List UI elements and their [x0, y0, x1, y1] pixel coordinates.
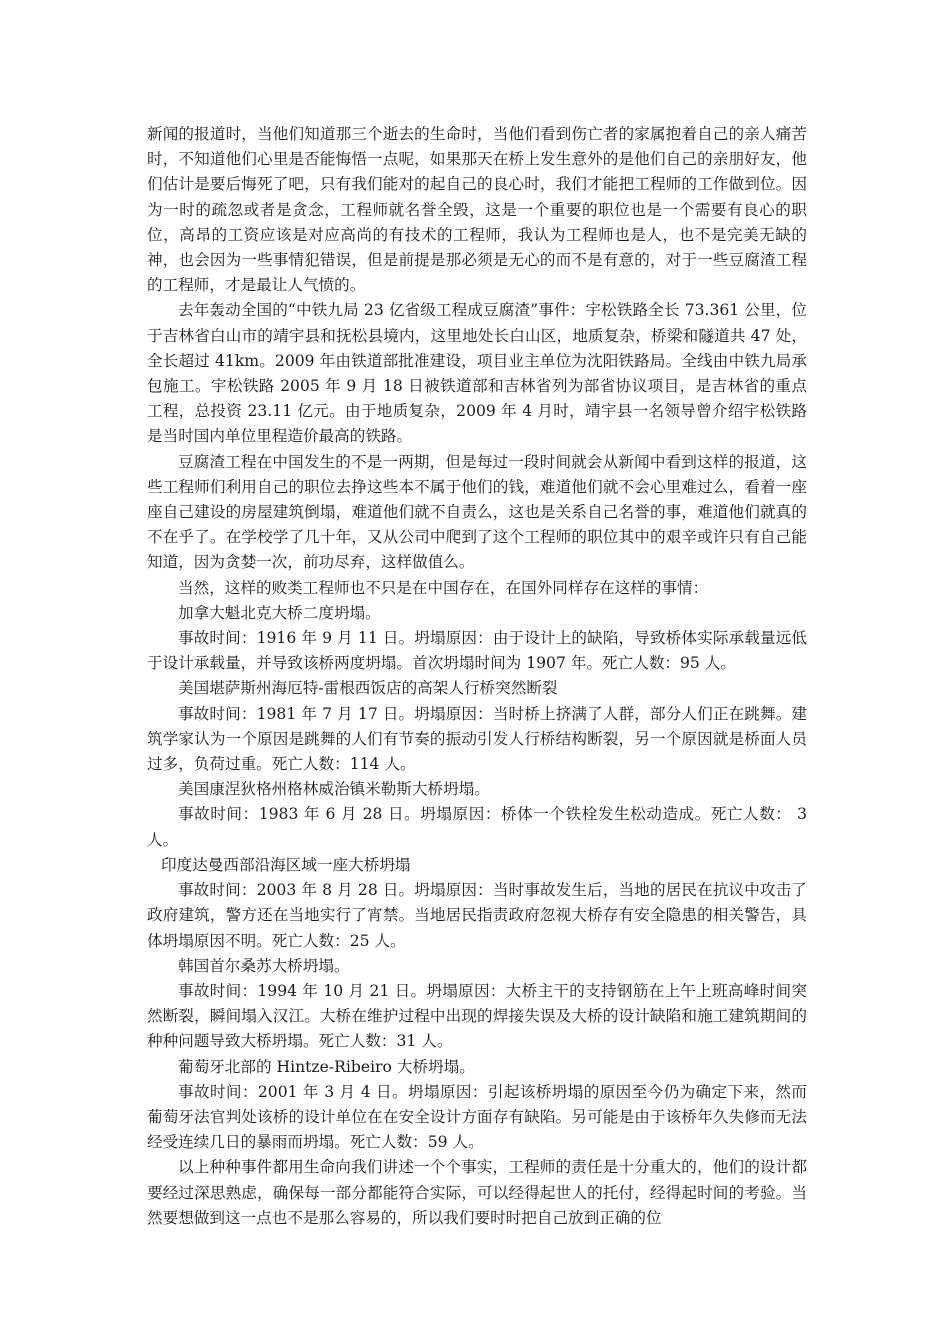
- paragraph-continuation: 新闻的报道时，当他们知道那三个逝去的生命时，当他们看到伤亡者的家属抱着自己的亲人痛苦时，不知道他们心里是否能悔悟一点呢，如果那天在桥上发生意外的是他们自己的亲朋好友，他们估计是要后悔死了吧，只有我们能对的起自己的良心时，我们才能把工程师的工作做到位。因为一时的疏忽或者是贪念，工程师就名誉全毁，这是一个重要的职位也是一个需要有良心的职位，高昂的工资应该是对应高尚的有技术的工程师，我认为工程师也是人，也不是完美无缺的神，也会因为一些事情犯错误，但是前提是那必须是无心的而不是有意的，对于一些豆腐渣工程的工程师，才是最让人气愤的。: [147, 125, 807, 295]
- incident-title-hyatt: 美国堪萨斯州海厄特-雷根西饭店的高架人行桥突然断裂: [178, 679, 558, 698]
- incident-detail-hyatt: 事故时间：1981 年 7 月 17 日。坍塌原因：当时桥上挤满了人群，部分人们正在跳舞。建筑学家认为一个原因是跳舞的人们有节奏的振动引发人行桥结构断裂，另一个原因就是桥面人员过多，负荷过重。死亡人数：114 人。: [147, 704, 807, 774]
- paragraph-tofu-dreg-projects: 豆腐渣工程在中国发生的不是一两期，但是每过一段时间就会从新闻中看到这样的报道，这些工程师们利用自己的职位去挣这些本不属于他们的钱，难道他们就不会心里难过么，看着一座座自己建设的房屋建筑倒塌，难道他们就不自责么，这也是关系自己名誉的事，难道他们就真的不在乎了。在学校学了几十年，又从公司中爬到了这个工程师的职位其中的艰辛或许只有自己能知道，因为贪婪一次，前功尽弃，这样做值么。: [147, 452, 807, 572]
- incident-title-seongsu: 韩国首尔桑苏大桥坍塌。: [178, 956, 350, 975]
- incident-title-daman: 印度达曼西部沿海区域一座大桥坍塌: [161, 855, 411, 874]
- paragraph-conclusion: 以上种种事件都用生命向我们讲述一个个事实，工程师的责任是十分重大的，他们的设计都要经过深思熟虑，确保每一部分都能符合实际，可以经得起世人的托付，经得起时间的考验。当然要想做到这一点也不是那么容易的，所以我们要时时把自己放到正确的位: [147, 1158, 807, 1227]
- paragraph-railway-incident: 去年轰动全国的“中铁九局 23 亿省级工程成豆腐渣”事件：宇松铁路全长 73.361 公里，位于吉林省白山市的靖宇县和抚松县境内，这里地处长白山区，地质复杂，桥梁和隧道共 47 处，全长超过 41km。2009 年由铁道部批准建设，项目业主单位为沈阳铁路局。全线由中铁九局承包施工。宇松铁路 2005 年 9 月 18 日被铁道部和吉林省列为部省协议项目，是吉林省的重点工程，总投资 23.11 亿元。由于地质复杂，2009 年 4 月时，靖宇县一名领导曾介绍宇松铁路是当时国内单位里程造价最高的铁路。: [147, 301, 807, 446]
- incident-title-hintze-ribeiro: 葡萄牙北部的 Hintze-Ribeiro 大桥坍塌。: [178, 1057, 475, 1076]
- incident-detail-mianus: 事故时间：1983 年 6 月 28 日。坍塌原因：桥体一个铁栓发生松动造成。死亡人数： 3 人。: [147, 805, 807, 849]
- document-body: [147, 122, 807, 1231]
- incident-title-quebec: 加拿大魁北克大桥二度坍塌。: [178, 603, 381, 622]
- incident-detail-seongsu: 事故时间：1994 年 10 月 21 日。坍塌原因：大桥主干的支持钢筋在上午上班高峰时间突然断裂，瞬间塌入汉江。大桥在维护过程中出现的焊接失误及大桥的设计缺陷和施工建筑期间的种种问题导致大桥坍塌。死亡人数：31 人。: [147, 981, 807, 1051]
- incident-title-mianus: 美国康涅狄格州格林威治镇米勒斯大桥坍塌。: [178, 780, 490, 799]
- incident-detail-daman: 事故时间：2003 年 8 月 28 日。坍塌原因：当时事故发生后，当地的居民在抗议中攻击了政府建筑，警方还在当地实行了宵禁。当地居民指责政府忽视大桥存有安全隐患的相关警告，具体坍塌原因不明。死亡人数：25 人。: [147, 881, 807, 950]
- incident-detail-hintze-ribeiro: 事故时间：2001 年 3 月 4 日。坍塌原因：引起该桥坍塌的原因至今仍为确定下来，然而葡萄牙法官判处该桥的设计单位在在安全设计方面存有缺陷。另可能是由于该桥年久失修而无法经受连续几日的暴雨而坍塌。死亡人数：59 人。: [147, 1082, 807, 1152]
- incident-detail-quebec: 事故时间：1916 年 9 月 11 日。坍塌原因：由于设计上的缺陷，导致桥体实际承载量远低于设计承载量，并导致该桥两度坍塌。首次坍塌时间为 1907 年。死亡人数：95 人。: [147, 629, 807, 673]
- paragraph-abroad-intro: 当然，这样的败类工程师也不只是在中国存在，在国外同样存在这样的事情：: [178, 578, 709, 597]
